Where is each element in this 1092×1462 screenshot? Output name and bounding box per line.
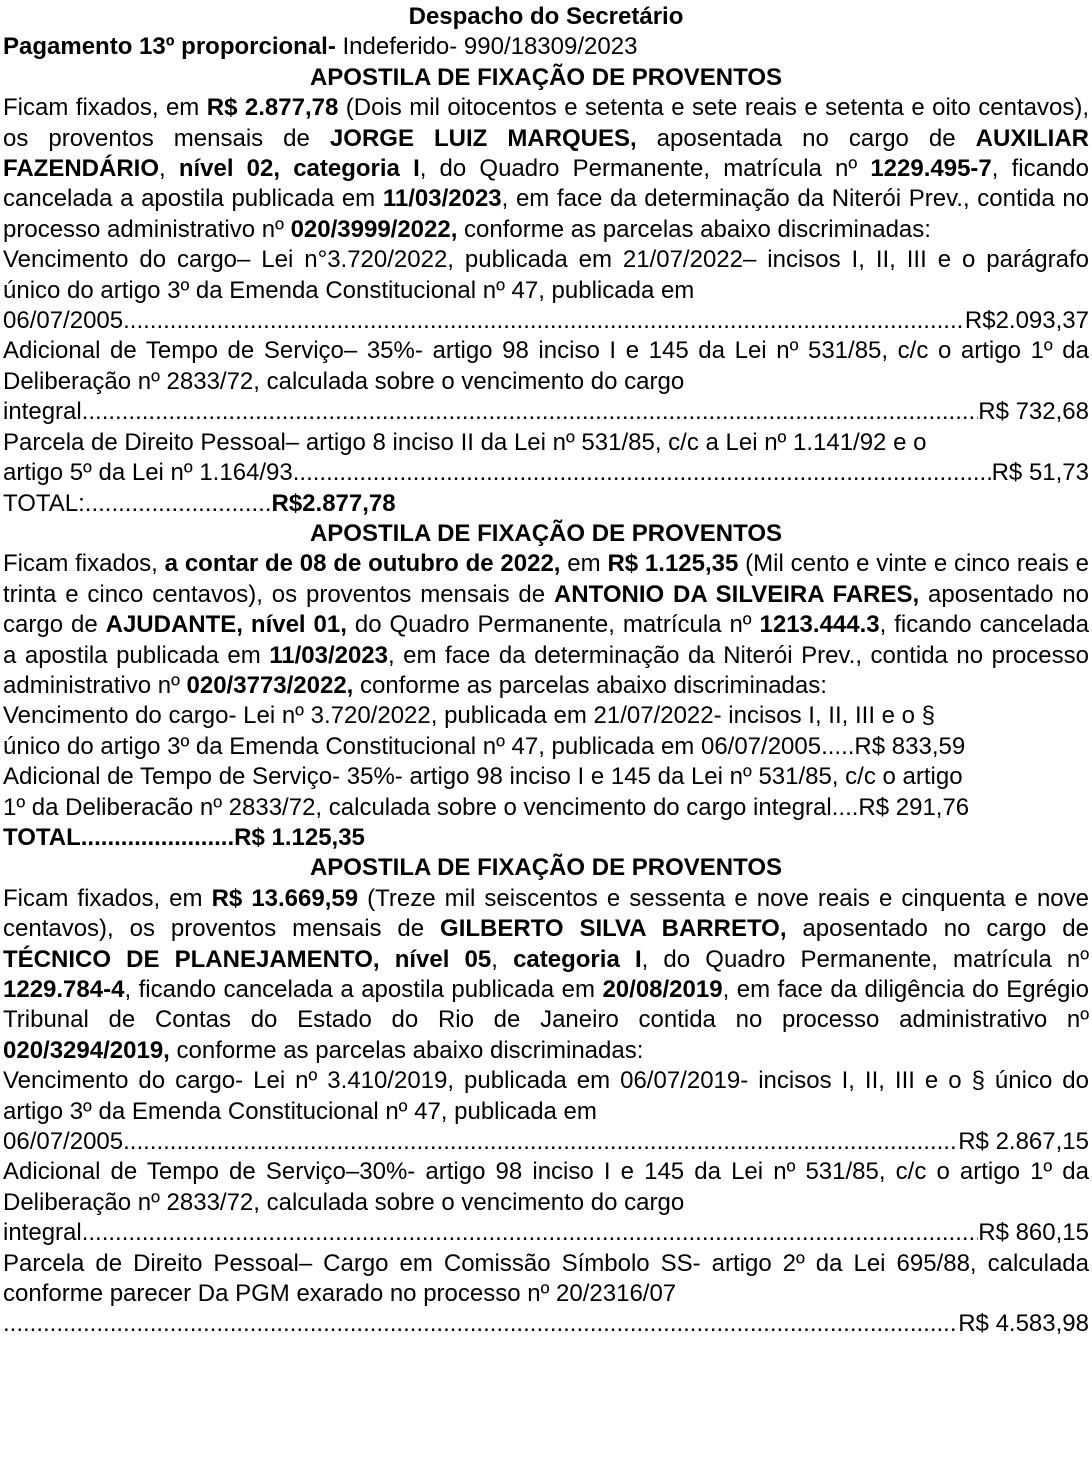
apostila-2-body xyxy=(3,549,1089,701)
text-segment: conforme as parcelas abaixo discriminadas: xyxy=(353,671,827,699)
apostila-1-body xyxy=(3,93,1089,245)
parcel-amount: R$ 860,15 xyxy=(978,1219,1089,1247)
apostila-3-parcel-3-amount-line xyxy=(3,1309,1089,1339)
text-segment: (Treze mil seiscentos e sessenta e nove reais e cinquenta e nove centavos), os proventos mensais de xyxy=(3,884,1089,943)
apostila-2-heading: APOSTILA DE FIXAÇÃO DE PROVENTOS xyxy=(309,519,783,547)
text-segment: (Dois mil oitocentos e setenta e sete reais e setenta e oito centavos), os proventos mensais de xyxy=(3,94,1089,152)
process-number: 020/3294/2019, xyxy=(3,1036,170,1064)
apostila-1-total xyxy=(3,489,1089,519)
text-segment: aposentada no cargo de xyxy=(636,124,976,152)
parcel-description-end: 06/07/2005 xyxy=(3,1128,124,1156)
text-segment: , do Quadro Permanente, matrícula nº xyxy=(419,155,871,183)
parcel-description: Adicional de Tempo de Serviço–30%- artigo 98 inciso I e 145 da Lei nº 531/85, c/c o artigo 1º da Deliberação nº 2833/72, calculada sobre o vencimento do cargo xyxy=(3,1158,1089,1216)
process-number: 020/3773/2022, xyxy=(186,671,354,699)
text-segment: , em face da determinação da Niterói Prev., contida no processo administrativo nº xyxy=(3,641,1089,699)
text-segment: conforme as parcelas abaixo discriminadas: xyxy=(169,1036,644,1064)
parcel-amount: R$ 732,68 xyxy=(978,398,1089,426)
dispatch-decision: Indeferido- 990/18309/2023 xyxy=(335,33,638,61)
apostila-1-heading: APOSTILA DE FIXAÇÃO DE PROVENTOS xyxy=(309,63,783,91)
parcel-amount: R$2.093,37 xyxy=(964,307,1089,335)
text-segment: conforme as parcelas abaixo discriminadas: xyxy=(457,215,931,243)
text-segment: (Mil cento e vinte e cinco reais e trinta e cinco centavos), os proventos mensais de xyxy=(3,550,1089,608)
parcel-amount: R$ 51,73 xyxy=(991,459,1089,487)
text-segment: , xyxy=(491,945,514,973)
parcel-description: Vencimento do cargo- Lei nº 3.410/2019, publicada em 06/07/2019- incisos I, II, III e o § único do artigo 3º da Emenda Constitucional nº 47, publicada em xyxy=(3,1067,1089,1125)
apostila-3-parcel-1-amount-line xyxy=(3,1127,1089,1157)
parcel-amount: R$ 4.583,98 xyxy=(958,1310,1089,1338)
apostila-3-parcel-2-amount-line xyxy=(3,1218,1089,1248)
parcel-description-end: integral xyxy=(3,1219,82,1247)
amount-total: R$ 13.669,59 xyxy=(211,884,359,912)
text-segment: Ficam fixados, em xyxy=(3,94,207,122)
job-title: AUXILIAR FAZENDÁRIO xyxy=(3,124,1089,183)
parcel-description: Parcela de Direito Pessoal– artigo 8 inciso II da Lei nº 531/85, c/c a Lei nº 1.141/92 e o xyxy=(3,428,927,456)
parcel-amount: R$ 2.867,15 xyxy=(958,1128,1089,1156)
text-segment: , do Quadro Permanente, matrícula nº xyxy=(641,945,1090,973)
job-title: TÉCNICO DE PLANEJAMENTO, nível 05 xyxy=(3,945,492,973)
text-segment: em xyxy=(560,550,608,578)
parcel-description-end: integral xyxy=(3,398,82,426)
text-segment: aposentado no cargo de xyxy=(786,915,1089,943)
apostila-1-parcel-1-amount-line xyxy=(3,306,1089,336)
publication-date: 11/03/2023 xyxy=(382,185,502,213)
parcel-description-end: 06/07/2005 xyxy=(3,307,124,335)
dot-leader xyxy=(82,1218,979,1248)
job-category: categoria I xyxy=(513,945,642,973)
dispatch-line xyxy=(3,32,1089,62)
apostila-2-parcel-2-line-1: Adicional de Tempo de Serviço- 35%- artigo 98 inciso I e 145 da Lei nº 531/85, c/c o artigo xyxy=(3,763,963,791)
dot-leader xyxy=(299,458,991,488)
parcel-description: Parcela de Direito Pessoal– Cargo em Comissão Símbolo SS- artigo 2º da Lei 695/88, calculada conforme parecer Da PGM exarado no processo nº 20/2316/07 xyxy=(3,1249,1089,1308)
publication-date: 20/08/2019 xyxy=(602,976,723,1003)
parcel-description: Vencimento do cargo– Lei n°3.720/2022, publicada em 21/07/2022– incisos I, II, III e o parágrafo único do artigo 3º da Emenda Constitucional nº 47, publicada em xyxy=(3,246,1089,304)
text-segment: , ficando cancelada a apostila publicada em xyxy=(3,611,1089,669)
apostila-2-parcel-2-line-2: 1º da Deliberacão nº 2833/72, calculada sobre o vencimento do cargo integral....R$ 291,76 xyxy=(3,793,970,821)
total-label: TOTAL:............................ xyxy=(3,489,272,517)
text-segment: Ficam fixados, em xyxy=(3,884,212,912)
amount-total: R$ 2.877,78 xyxy=(206,94,339,122)
document-title: Despacho do Secretário xyxy=(408,3,684,30)
text-segment: , ficando cancelada a apostila publicada em xyxy=(124,976,603,1003)
apostila-3-body xyxy=(3,884,1089,1066)
apostila-2-parcel-1-line-1: Vencimento do cargo- Lei nº 3.720/2022, publicada em 21/07/2022- incisos I, II, III e o § xyxy=(3,702,936,730)
text-segment: , em face da diligência do Egrégio Tribunal de Contas do Estado do Rio de Janeiro contida no processo administrativo nº xyxy=(3,976,1090,1034)
text-segment: , ficando cancelada a apostila publicada em xyxy=(3,155,1089,213)
total-amount: R$2.877,78 xyxy=(271,489,396,517)
apostila-3-heading: APOSTILA DE FIXAÇÃO DE PROVENTOS xyxy=(309,854,783,882)
apostila-1-parcel-3 xyxy=(3,428,1089,458)
amount-total: R$ 1.125,35 xyxy=(607,550,739,578)
total-amount: TOTAL.......................R$ 1.125,35 xyxy=(3,823,365,851)
dot-leader xyxy=(82,397,979,427)
apostila-3-parcel-2 xyxy=(3,1157,1089,1218)
apostila-3-parcel-1 xyxy=(3,1066,1089,1127)
registration-number: 1213.444.3 xyxy=(759,611,880,639)
apostila-2-parcel-1-line-2: único do artigo 3º da Emenda Constitucional nº 47, publicada em 06/07/2005.....R$ 833,59 xyxy=(3,732,966,760)
dot-leader xyxy=(123,1127,958,1157)
apostila-1-parcel-2 xyxy=(3,336,1089,397)
apostila-1-parcel-2-amount-line xyxy=(3,397,1089,427)
text-segment: , em face da determinação da Niterói Prev., contida no processo administrativo nº xyxy=(3,185,1090,243)
apostila-1-parcel-3-amount-line xyxy=(3,458,1089,488)
beneficiary-name: GILBERTO SILVA BARRETO, xyxy=(440,915,787,943)
job-title: AJUDANTE, nível 01, xyxy=(105,611,347,639)
publication-date: 11/03/2023 xyxy=(269,641,388,669)
process-number: 020/3999/2022, xyxy=(290,215,458,243)
registration-number: 1229.784-4 xyxy=(3,976,125,1003)
dot-leader xyxy=(3,1309,958,1339)
apostila-1-parcel-1 xyxy=(3,245,1089,306)
text-segment: , xyxy=(159,155,179,183)
apostila-3-parcel-3 xyxy=(3,1249,1089,1310)
dispatch-subject: Pagamento 13º proporcional- xyxy=(3,33,336,61)
dot-leader xyxy=(123,306,965,336)
beneficiary-name: JORGE LUIZ MARQUES, xyxy=(329,124,637,152)
job-level: nível 02, categoria I xyxy=(178,155,420,183)
beneficiary-name: ANTONIO DA SILVEIRA FARES, xyxy=(553,580,920,608)
registration-number: 1229.495-7 xyxy=(870,155,992,183)
text-segment: do Quadro Permanente, matrícula nº xyxy=(346,611,760,639)
parcel-description: Adicional de Tempo de Serviço– 35%- artigo 98 inciso I e 145 da Lei nº 531/85, c/c o artigo 1º da Deliberação nº 2833/72, calculada sobre o vencimento do cargo xyxy=(3,337,1089,395)
text-segment: aposentado no cargo de xyxy=(3,580,1090,639)
effective-date: a contar de 08 de outubro de 2022, xyxy=(164,550,561,578)
parcel-description-end: artigo 5º da Lei nº 1.164/93. xyxy=(3,459,300,487)
apostila-2-total xyxy=(3,823,1089,853)
text-segment: Ficam fixados, xyxy=(3,550,165,578)
